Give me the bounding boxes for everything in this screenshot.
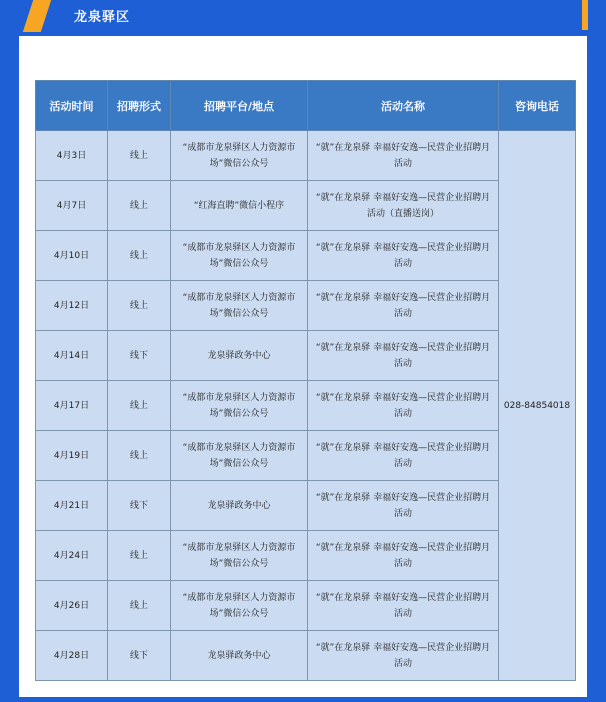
cell-date: 4月10日	[36, 231, 108, 281]
cell-activity: “就”在龙泉驿 幸福好安逸—民营企业招聘月活动	[308, 231, 499, 281]
header-form: 招聘形式	[108, 81, 171, 131]
cell-platform: “成都市龙泉驿区人力资源市场”微信公众号	[171, 131, 308, 181]
header-phone: 咨询电话	[499, 81, 576, 131]
table-header-row	[36, 81, 576, 131]
cell-form: 线上	[108, 531, 171, 581]
cell-form: 线上	[108, 431, 171, 481]
header-platform: 招聘平台/地点	[171, 81, 308, 131]
cell-platform: “红海直聘”微信小程序	[171, 181, 308, 231]
cell-date: 4月14日	[36, 331, 108, 381]
table-row	[36, 181, 576, 231]
cell-platform: 龙泉驿政务中心	[171, 481, 308, 531]
cell-activity: “就”在龙泉驿 幸福好安逸—民营企业招聘月活动	[308, 581, 499, 631]
cell-date: 4月28日	[36, 631, 108, 681]
table-row	[36, 431, 576, 481]
cell-form: 线上	[108, 581, 171, 631]
table-row	[36, 331, 576, 381]
cell-date: 4月19日	[36, 431, 108, 481]
cell-activity: “就”在龙泉驿 幸福好安逸—民营企业招聘月活动	[308, 431, 499, 481]
section-header	[0, 0, 606, 32]
cell-activity: “就”在龙泉驿 幸福好安逸—民营企业招聘月活动	[308, 331, 499, 381]
cell-date: 4月7日	[36, 181, 108, 231]
cell-platform: “成都市龙泉驿区人力资源市场”微信公众号	[171, 381, 308, 431]
table-row	[36, 381, 576, 431]
header-right-bar	[582, 0, 588, 30]
table-row	[36, 581, 576, 631]
cell-platform: 龙泉驿政务中心	[171, 331, 308, 381]
cell-activity: “就”在龙泉驿 幸福好安逸—民营企业招聘月活动	[308, 631, 499, 681]
cell-platform: “成都市龙泉驿区人力资源市场”微信公众号	[171, 581, 308, 631]
table-row	[36, 481, 576, 531]
cell-date: 4月12日	[36, 281, 108, 331]
cell-date: 4月24日	[36, 531, 108, 581]
cell-activity: “就”在龙泉驿 幸福好安逸—民营企业招聘月活动	[308, 281, 499, 331]
cell-date: 4月26日	[36, 581, 108, 631]
cell-form: 线上	[108, 131, 171, 181]
cell-form: 线上	[108, 181, 171, 231]
table-row	[36, 231, 576, 281]
cell-platform: “成都市龙泉驿区人力资源市场”微信公众号	[171, 281, 308, 331]
cell-phone: 028-84854018	[499, 131, 576, 681]
cell-form: 线下	[108, 631, 171, 681]
cell-activity: “就”在龙泉驿 幸福好安逸—民营企业招聘月活动（直播送岗）	[308, 181, 499, 231]
cell-date: 4月21日	[36, 481, 108, 531]
table-row	[36, 631, 576, 681]
table-row	[36, 131, 576, 181]
cell-activity: “就”在龙泉驿 幸福好安逸—民营企业招聘月活动	[308, 131, 499, 181]
cell-activity: “就”在龙泉驿 幸福好安逸—民营企业招聘月活动	[308, 531, 499, 581]
cell-form: 线下	[108, 481, 171, 531]
table-row	[36, 531, 576, 581]
cell-activity: “就”在龙泉驿 幸福好安逸—民营企业招聘月活动	[308, 381, 499, 431]
cell-date: 4月17日	[36, 381, 108, 431]
cell-form: 线上	[108, 381, 171, 431]
header-accent-bar	[23, 0, 51, 32]
cell-platform: “成都市龙泉驿区人力资源市场”微信公众号	[171, 431, 308, 481]
cell-form: 线上	[108, 281, 171, 331]
header-activity: 活动名称	[308, 81, 499, 131]
cell-platform: “成都市龙泉驿区人力资源市场”微信公众号	[171, 231, 308, 281]
table-row	[36, 281, 576, 331]
cell-activity: “就”在龙泉驿 幸福好安逸—民营企业招聘月活动	[308, 481, 499, 531]
recruitment-schedule-table	[35, 80, 576, 681]
cell-form: 线下	[108, 331, 171, 381]
content-card	[19, 36, 587, 697]
header-date: 活动时间	[36, 81, 108, 131]
cell-form: 线上	[108, 231, 171, 281]
cell-platform: 龙泉驿政务中心	[171, 631, 308, 681]
section-title: 龙泉驿区	[74, 10, 131, 25]
cell-platform: “成都市龙泉驿区人力资源市场”微信公众号	[171, 531, 308, 581]
cell-date: 4月3日	[36, 131, 108, 181]
